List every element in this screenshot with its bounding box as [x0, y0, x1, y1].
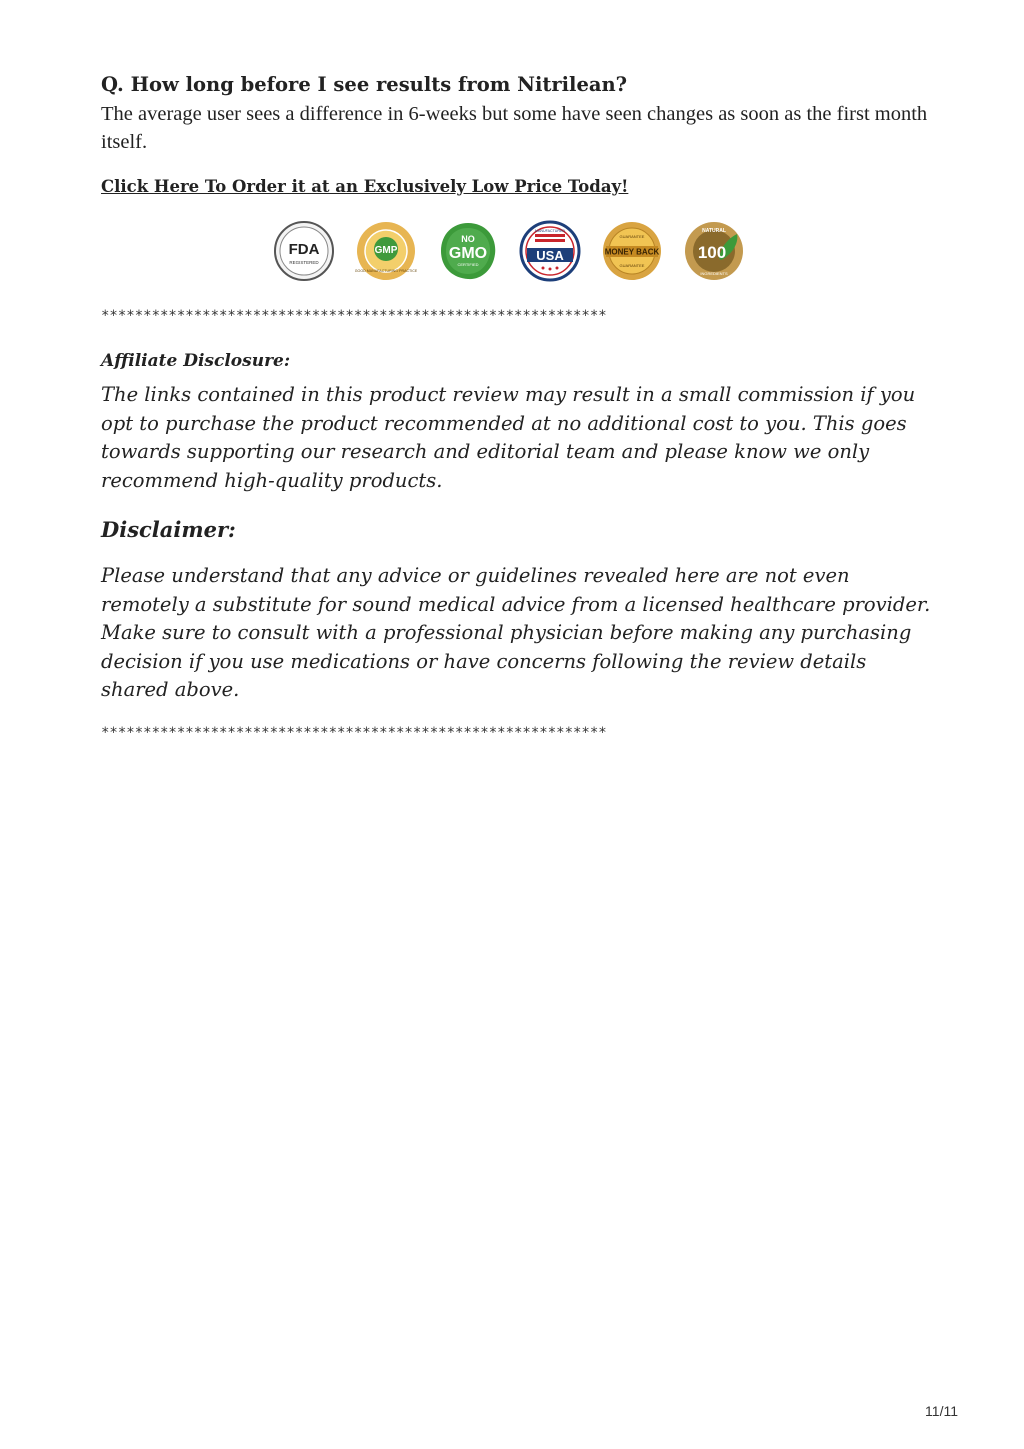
fda-badge-subtext: REGISTERED [289, 260, 319, 265]
nongmo-badge-text: GMO [448, 245, 488, 262]
money-back-guarantee-badge-icon [601, 220, 663, 282]
fda-registered-badge-icon [273, 220, 335, 282]
faq-answer: The average user sees a difference in 6-weeks but some have seen changes as soon as the first month itself. [101, 103, 928, 153]
separator-line: ************************************************************ [101, 308, 607, 324]
natural-badge-top: NATURAL [702, 228, 726, 234]
gmp-badge-icon [355, 220, 417, 282]
faq-question: Q. How long before I see results from Nitrilean? [101, 73, 628, 96]
affiliate-disclosure-title: Affiliate Disclosure: [101, 351, 291, 371]
natural-badge-text: 100 [697, 243, 727, 262]
made-in-usa-badge-icon [519, 220, 581, 282]
page-number: 11/11 [925, 1403, 958, 1419]
moneyback-badge-text: MONEY BACK [604, 247, 660, 257]
gmp-badge-text: GMP [374, 245, 398, 256]
order-link[interactable]: Click Here To Order it at an Exclusively Low Price Today! [101, 177, 629, 196]
natural-badge-bottom: INGREDIENTS [700, 271, 728, 276]
disclaimer-title: Disclaimer: [101, 517, 236, 542]
nongmo-badge-top: NO [461, 234, 475, 244]
usa-badge-text: USA [536, 248, 564, 263]
document-body [101, 70, 931, 741]
nongmo-badge-bottom: CERTIFIED [457, 262, 479, 267]
affiliate-disclosure-text: The links contained in this product review may result in a small commission if you opt to purchase the product recommended at no additional cost to you. This goes towards supporting our research and editorial team and please know we only recommend high-quality products. [101, 383, 916, 492]
gmp-badge-ring-text: GOOD MANUFACTURING PRACTICE [355, 269, 417, 273]
usa-badge-top: MANUFACTURED [535, 229, 565, 233]
moneyback-badge-top: GUARANTEE [619, 234, 645, 239]
trust-badges [273, 220, 931, 282]
moneyback-badge-bottom: GUARANTEE [619, 263, 645, 268]
separator-line-bottom: ************************************************************ [101, 724, 607, 741]
fda-badge-text: FDA [288, 241, 320, 258]
non-gmo-badge-icon [437, 220, 499, 282]
natural-ingredients-badge-icon [683, 220, 745, 282]
disclaimer-text: Please understand that any advice or guidelines revealed here are not even remotely a substitute for sound medical advice from a licensed healthcare provider. Make sure to consult with a professional physician before making any purchasing decision if you use medications or have concerns following the review details shared above. [101, 564, 931, 701]
